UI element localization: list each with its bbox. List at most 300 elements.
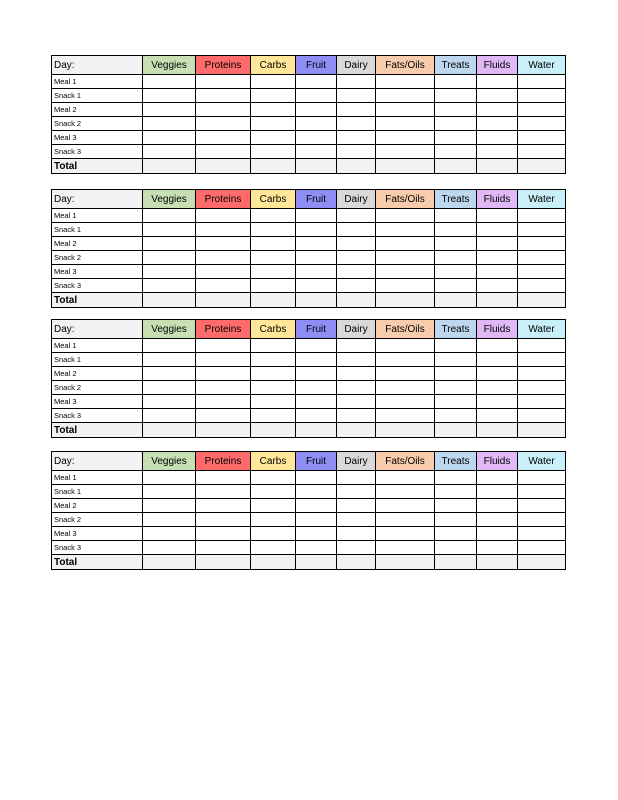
- entry-cell-veggies[interactable]: [143, 395, 196, 409]
- entry-cell-fruit[interactable]: [296, 499, 337, 513]
- entry-cell-water[interactable]: [518, 131, 566, 145]
- entry-cell-fruit[interactable]: [296, 237, 337, 251]
- entry-cell-water[interactable]: [518, 367, 566, 381]
- total-cell-dairy[interactable]: [337, 293, 376, 308]
- column-header-treats: Treats: [435, 452, 477, 471]
- meal-log-table-3: [51, 319, 566, 438]
- entry-cell-treats[interactable]: [435, 499, 477, 513]
- entry-cell-treats[interactable]: [435, 131, 477, 145]
- total-cell-treats[interactable]: [435, 293, 477, 308]
- day-label[interactable]: Day:: [52, 56, 143, 75]
- entry-cell-water[interactable]: [518, 527, 566, 541]
- row-label: Snack 3: [52, 145, 143, 159]
- entry-cell-dairy[interactable]: [337, 223, 376, 237]
- entry-cell-fluids[interactable]: [477, 527, 518, 541]
- entry-cell-proteins[interactable]: [196, 367, 251, 381]
- total-cell-carbs[interactable]: [251, 423, 296, 438]
- entry-cell-veggies[interactable]: [143, 527, 196, 541]
- entry-cell-fats-oils[interactable]: [376, 237, 435, 251]
- entry-cell-fruit[interactable]: [296, 339, 337, 353]
- row-label: Meal 3: [52, 131, 143, 145]
- entry-cell-dairy[interactable]: [337, 353, 376, 367]
- total-cell-proteins[interactable]: [196, 293, 251, 308]
- entry-cell-water[interactable]: [518, 89, 566, 103]
- entry-cell-carbs[interactable]: [251, 513, 296, 527]
- entry-cell-fluids[interactable]: [477, 145, 518, 159]
- row-label: Meal 3: [52, 527, 143, 541]
- entry-cell-carbs[interactable]: [251, 251, 296, 265]
- entry-cell-fats-oils[interactable]: [376, 145, 435, 159]
- total-cell-carbs[interactable]: [251, 159, 296, 174]
- entry-cell-water[interactable]: [518, 513, 566, 527]
- entry-cell-carbs[interactable]: [251, 131, 296, 145]
- day-label[interactable]: Day:: [52, 452, 143, 471]
- entry-cell-fruit[interactable]: [296, 381, 337, 395]
- total-cell-veggies[interactable]: [143, 423, 196, 438]
- entry-cell-fats-oils[interactable]: [376, 381, 435, 395]
- entry-cell-proteins[interactable]: [196, 75, 251, 89]
- entry-cell-water[interactable]: [518, 485, 566, 499]
- entry-cell-dairy[interactable]: [337, 499, 376, 513]
- entry-cell-veggies[interactable]: [143, 103, 196, 117]
- meal-log-table-2: [51, 189, 566, 308]
- entry-cell-dairy[interactable]: [337, 209, 376, 223]
- entry-cell-proteins[interactable]: [196, 353, 251, 367]
- table-row: [52, 131, 566, 145]
- entry-cell-treats[interactable]: [435, 353, 477, 367]
- total-cell-veggies[interactable]: [143, 555, 196, 570]
- entry-cell-veggies[interactable]: [143, 223, 196, 237]
- entry-cell-water[interactable]: [518, 339, 566, 353]
- column-header-carbs: Carbs: [251, 56, 296, 75]
- total-label: Total: [52, 159, 143, 174]
- entry-cell-veggies[interactable]: [143, 485, 196, 499]
- total-cell-fruit[interactable]: [296, 555, 337, 570]
- entry-cell-dairy[interactable]: [337, 251, 376, 265]
- row-label: Meal 3: [52, 265, 143, 279]
- entry-cell-proteins[interactable]: [196, 471, 251, 485]
- column-header-fluids: Fluids: [477, 190, 518, 209]
- entry-cell-fluids[interactable]: [477, 209, 518, 223]
- entry-cell-proteins[interactable]: [196, 279, 251, 293]
- entry-cell-treats[interactable]: [435, 209, 477, 223]
- entry-cell-proteins[interactable]: [196, 237, 251, 251]
- entry-cell-fluids[interactable]: [477, 381, 518, 395]
- entry-cell-carbs[interactable]: [251, 117, 296, 131]
- entry-cell-fruit[interactable]: [296, 265, 337, 279]
- entry-cell-treats[interactable]: [435, 117, 477, 131]
- entry-cell-veggies[interactable]: [143, 265, 196, 279]
- entry-cell-water[interactable]: [518, 145, 566, 159]
- entry-cell-water[interactable]: [518, 117, 566, 131]
- entry-cell-fluids[interactable]: [477, 237, 518, 251]
- total-label: Total: [52, 555, 143, 570]
- entry-cell-fats-oils[interactable]: [376, 353, 435, 367]
- total-cell-fruit[interactable]: [296, 293, 337, 308]
- total-cell-fats-oils[interactable]: [376, 423, 435, 438]
- entry-cell-fluids[interactable]: [477, 339, 518, 353]
- column-header-fats-oils: Fats/Oils: [376, 320, 435, 339]
- entry-cell-veggies[interactable]: [143, 367, 196, 381]
- table-row: [52, 471, 566, 485]
- entry-cell-treats[interactable]: [435, 237, 477, 251]
- column-header-dairy: Dairy: [337, 190, 376, 209]
- entry-cell-carbs[interactable]: [251, 75, 296, 89]
- entry-cell-fruit[interactable]: [296, 367, 337, 381]
- entry-cell-dairy[interactable]: [337, 339, 376, 353]
- total-cell-dairy[interactable]: [337, 423, 376, 438]
- entry-cell-treats[interactable]: [435, 223, 477, 237]
- entry-cell-fluids[interactable]: [477, 279, 518, 293]
- entry-cell-carbs[interactable]: [251, 499, 296, 513]
- entry-cell-treats[interactable]: [435, 409, 477, 423]
- total-cell-veggies[interactable]: [143, 159, 196, 174]
- entry-cell-proteins[interactable]: [196, 223, 251, 237]
- entry-cell-fruit[interactable]: [296, 527, 337, 541]
- entry-cell-fats-oils[interactable]: [376, 499, 435, 513]
- entry-cell-veggies[interactable]: [143, 381, 196, 395]
- entry-cell-fruit[interactable]: [296, 209, 337, 223]
- row-label: Snack 1: [52, 485, 143, 499]
- entry-cell-carbs[interactable]: [251, 381, 296, 395]
- total-cell-treats[interactable]: [435, 555, 477, 570]
- total-cell-water[interactable]: [518, 423, 566, 438]
- entry-cell-carbs[interactable]: [251, 103, 296, 117]
- row-label: Meal 1: [52, 75, 143, 89]
- column-header-veggies: Veggies: [143, 56, 196, 75]
- entry-cell-veggies[interactable]: [143, 353, 196, 367]
- total-cell-fruit[interactable]: [296, 423, 337, 438]
- entry-cell-carbs[interactable]: [251, 265, 296, 279]
- entry-cell-water[interactable]: [518, 541, 566, 555]
- entry-cell-water[interactable]: [518, 279, 566, 293]
- entry-cell-fats-oils[interactable]: [376, 527, 435, 541]
- entry-cell-treats[interactable]: [435, 381, 477, 395]
- entry-cell-carbs[interactable]: [251, 279, 296, 293]
- entry-cell-veggies[interactable]: [143, 339, 196, 353]
- entry-cell-fluids[interactable]: [477, 131, 518, 145]
- entry-cell-veggies[interactable]: [143, 409, 196, 423]
- entry-cell-proteins[interactable]: [196, 527, 251, 541]
- entry-cell-carbs[interactable]: [251, 339, 296, 353]
- row-label: Snack 2: [52, 117, 143, 131]
- entry-cell-treats[interactable]: [435, 251, 477, 265]
- entry-cell-water[interactable]: [518, 103, 566, 117]
- entry-cell-water[interactable]: [518, 353, 566, 367]
- total-cell-fluids[interactable]: [477, 293, 518, 308]
- entry-cell-dairy[interactable]: [337, 131, 376, 145]
- entry-cell-fruit[interactable]: [296, 251, 337, 265]
- entry-cell-fluids[interactable]: [477, 89, 518, 103]
- entry-cell-treats[interactable]: [435, 513, 477, 527]
- row-label: Snack 3: [52, 279, 143, 293]
- entry-cell-fluids[interactable]: [477, 541, 518, 555]
- entry-cell-fluids[interactable]: [477, 117, 518, 131]
- entry-cell-treats[interactable]: [435, 339, 477, 353]
- entry-cell-proteins[interactable]: [196, 265, 251, 279]
- entry-cell-veggies[interactable]: [143, 279, 196, 293]
- entry-cell-proteins[interactable]: [196, 339, 251, 353]
- total-cell-fats-oils[interactable]: [376, 555, 435, 570]
- table-row: [52, 485, 566, 499]
- day-label[interactable]: Day:: [52, 190, 143, 209]
- entry-cell-fruit[interactable]: [296, 131, 337, 145]
- total-cell-fluids[interactable]: [477, 423, 518, 438]
- entry-cell-veggies[interactable]: [143, 541, 196, 555]
- entry-cell-fruit[interactable]: [296, 89, 337, 103]
- entry-cell-dairy[interactable]: [337, 395, 376, 409]
- entry-cell-dairy[interactable]: [337, 541, 376, 555]
- entry-cell-dairy[interactable]: [337, 279, 376, 293]
- column-header-fats-oils: Fats/Oils: [376, 452, 435, 471]
- total-cell-water[interactable]: [518, 555, 566, 570]
- entry-cell-proteins[interactable]: [196, 145, 251, 159]
- entry-cell-water[interactable]: [518, 499, 566, 513]
- total-cell-fluids[interactable]: [477, 159, 518, 174]
- entry-cell-fluids[interactable]: [477, 265, 518, 279]
- entry-cell-veggies[interactable]: [143, 251, 196, 265]
- entry-cell-water[interactable]: [518, 209, 566, 223]
- total-cell-fats-oils[interactable]: [376, 159, 435, 174]
- entry-cell-dairy[interactable]: [337, 485, 376, 499]
- entry-cell-fruit[interactable]: [296, 145, 337, 159]
- entry-cell-dairy[interactable]: [337, 409, 376, 423]
- entry-cell-proteins[interactable]: [196, 409, 251, 423]
- table-row: [52, 541, 566, 555]
- entry-cell-proteins[interactable]: [196, 485, 251, 499]
- table-row: [52, 75, 566, 89]
- total-cell-treats[interactable]: [435, 423, 477, 438]
- entry-cell-dairy[interactable]: [337, 527, 376, 541]
- entry-cell-fluids[interactable]: [477, 471, 518, 485]
- entry-cell-fats-oils[interactable]: [376, 131, 435, 145]
- column-header-proteins: Proteins: [196, 452, 251, 471]
- entry-cell-fats-oils[interactable]: [376, 513, 435, 527]
- total-cell-water[interactable]: [518, 293, 566, 308]
- entry-cell-carbs[interactable]: [251, 209, 296, 223]
- entry-cell-treats[interactable]: [435, 485, 477, 499]
- entry-cell-veggies[interactable]: [143, 513, 196, 527]
- entry-cell-carbs[interactable]: [251, 353, 296, 367]
- entry-cell-carbs[interactable]: [251, 367, 296, 381]
- entry-cell-water[interactable]: [518, 395, 566, 409]
- entry-cell-fruit[interactable]: [296, 409, 337, 423]
- entry-cell-fruit[interactable]: [296, 117, 337, 131]
- day-label[interactable]: Day:: [52, 320, 143, 339]
- total-row: [52, 423, 566, 438]
- total-cell-carbs[interactable]: [251, 293, 296, 308]
- entry-cell-fluids[interactable]: [477, 103, 518, 117]
- entry-cell-fruit[interactable]: [296, 353, 337, 367]
- entry-cell-treats[interactable]: [435, 265, 477, 279]
- entry-cell-fruit[interactable]: [296, 279, 337, 293]
- entry-cell-water[interactable]: [518, 409, 566, 423]
- column-header-fruit: Fruit: [296, 56, 337, 75]
- entry-cell-fats-oils[interactable]: [376, 265, 435, 279]
- entry-cell-dairy[interactable]: [337, 471, 376, 485]
- entry-cell-fluids[interactable]: [477, 75, 518, 89]
- row-label: Snack 1: [52, 223, 143, 237]
- entry-cell-veggies[interactable]: [143, 145, 196, 159]
- entry-cell-dairy[interactable]: [337, 89, 376, 103]
- entry-cell-carbs[interactable]: [251, 89, 296, 103]
- entry-cell-water[interactable]: [518, 223, 566, 237]
- entry-cell-dairy[interactable]: [337, 265, 376, 279]
- entry-cell-fats-oils[interactable]: [376, 409, 435, 423]
- column-header-treats: Treats: [435, 190, 477, 209]
- entry-cell-proteins[interactable]: [196, 117, 251, 131]
- entry-cell-veggies[interactable]: [143, 237, 196, 251]
- total-cell-dairy[interactable]: [337, 159, 376, 174]
- entry-cell-proteins[interactable]: [196, 103, 251, 117]
- entry-cell-fruit[interactable]: [296, 103, 337, 117]
- entry-cell-treats[interactable]: [435, 541, 477, 555]
- entry-cell-fats-oils[interactable]: [376, 75, 435, 89]
- entry-cell-fluids[interactable]: [477, 499, 518, 513]
- entry-cell-water[interactable]: [518, 75, 566, 89]
- entry-cell-carbs[interactable]: [251, 485, 296, 499]
- entry-cell-veggies[interactable]: [143, 117, 196, 131]
- entry-cell-fruit[interactable]: [296, 513, 337, 527]
- entry-cell-treats[interactable]: [435, 145, 477, 159]
- total-cell-veggies[interactable]: [143, 293, 196, 308]
- entry-cell-dairy[interactable]: [337, 75, 376, 89]
- entry-cell-veggies[interactable]: [143, 499, 196, 513]
- entry-cell-proteins[interactable]: [196, 513, 251, 527]
- entry-cell-proteins[interactable]: [196, 381, 251, 395]
- entry-cell-fats-oils[interactable]: [376, 223, 435, 237]
- entry-cell-treats[interactable]: [435, 75, 477, 89]
- entry-cell-dairy[interactable]: [337, 513, 376, 527]
- entry-cell-fluids[interactable]: [477, 353, 518, 367]
- entry-cell-veggies[interactable]: [143, 89, 196, 103]
- entry-cell-carbs[interactable]: [251, 471, 296, 485]
- row-label: Meal 1: [52, 209, 143, 223]
- entry-cell-fats-oils[interactable]: [376, 209, 435, 223]
- entry-cell-fluids[interactable]: [477, 395, 518, 409]
- entry-cell-carbs[interactable]: [251, 237, 296, 251]
- entry-cell-treats[interactable]: [435, 279, 477, 293]
- entry-cell-water[interactable]: [518, 381, 566, 395]
- entry-cell-proteins[interactable]: [196, 251, 251, 265]
- entry-cell-fruit[interactable]: [296, 75, 337, 89]
- entry-cell-treats[interactable]: [435, 471, 477, 485]
- entry-cell-water[interactable]: [518, 471, 566, 485]
- entry-cell-veggies[interactable]: [143, 209, 196, 223]
- entry-cell-fluids[interactable]: [477, 251, 518, 265]
- entry-cell-fats-oils[interactable]: [376, 339, 435, 353]
- table-row: [52, 395, 566, 409]
- total-cell-dairy[interactable]: [337, 555, 376, 570]
- total-cell-fruit[interactable]: [296, 159, 337, 174]
- entry-cell-dairy[interactable]: [337, 117, 376, 131]
- entry-cell-carbs[interactable]: [251, 541, 296, 555]
- total-cell-treats[interactable]: [435, 159, 477, 174]
- entry-cell-treats[interactable]: [435, 367, 477, 381]
- entry-cell-fats-oils[interactable]: [376, 395, 435, 409]
- entry-cell-veggies[interactable]: [143, 471, 196, 485]
- entry-cell-fluids[interactable]: [477, 367, 518, 381]
- entry-cell-fats-oils[interactable]: [376, 367, 435, 381]
- entry-cell-dairy[interactable]: [337, 381, 376, 395]
- entry-cell-fats-oils[interactable]: [376, 89, 435, 103]
- table-row: [52, 513, 566, 527]
- entry-cell-fluids[interactable]: [477, 513, 518, 527]
- entry-cell-water[interactable]: [518, 251, 566, 265]
- entry-cell-dairy[interactable]: [337, 145, 376, 159]
- entry-cell-fats-oils[interactable]: [376, 541, 435, 555]
- entry-cell-fluids[interactable]: [477, 485, 518, 499]
- entry-cell-proteins[interactable]: [196, 541, 251, 555]
- total-cell-fats-oils[interactable]: [376, 293, 435, 308]
- entry-cell-water[interactable]: [518, 265, 566, 279]
- entry-cell-veggies[interactable]: [143, 75, 196, 89]
- entry-cell-carbs[interactable]: [251, 527, 296, 541]
- entry-cell-proteins[interactable]: [196, 209, 251, 223]
- table-row: [52, 367, 566, 381]
- entry-cell-treats[interactable]: [435, 395, 477, 409]
- entry-cell-treats[interactable]: [435, 103, 477, 117]
- entry-cell-fluids[interactable]: [477, 409, 518, 423]
- total-cell-water[interactable]: [518, 159, 566, 174]
- row-label: Snack 2: [52, 251, 143, 265]
- column-header-dairy: Dairy: [337, 320, 376, 339]
- entry-cell-proteins[interactable]: [196, 499, 251, 513]
- total-cell-proteins[interactable]: [196, 555, 251, 570]
- entry-cell-fruit[interactable]: [296, 541, 337, 555]
- column-header-water: Water: [518, 320, 566, 339]
- entry-cell-dairy[interactable]: [337, 237, 376, 251]
- entry-cell-fats-oils[interactable]: [376, 103, 435, 117]
- entry-cell-dairy[interactable]: [337, 367, 376, 381]
- total-cell-proteins[interactable]: [196, 423, 251, 438]
- table-row: [52, 381, 566, 395]
- entry-cell-proteins[interactable]: [196, 395, 251, 409]
- entry-cell-dairy[interactable]: [337, 103, 376, 117]
- entry-cell-carbs[interactable]: [251, 145, 296, 159]
- column-header-fruit: Fruit: [296, 320, 337, 339]
- column-header-fluids: Fluids: [477, 320, 518, 339]
- entry-cell-fruit[interactable]: [296, 223, 337, 237]
- entry-cell-proteins[interactable]: [196, 89, 251, 103]
- total-label: Total: [52, 293, 143, 308]
- row-label: Snack 2: [52, 381, 143, 395]
- total-cell-carbs[interactable]: [251, 555, 296, 570]
- entry-cell-fruit[interactable]: [296, 485, 337, 499]
- entry-cell-proteins[interactable]: [196, 131, 251, 145]
- entry-cell-fruit[interactable]: [296, 395, 337, 409]
- entry-cell-carbs[interactable]: [251, 409, 296, 423]
- total-cell-proteins[interactable]: [196, 159, 251, 174]
- entry-cell-treats[interactable]: [435, 527, 477, 541]
- entry-cell-water[interactable]: [518, 237, 566, 251]
- entry-cell-fats-oils[interactable]: [376, 485, 435, 499]
- entry-cell-veggies[interactable]: [143, 131, 196, 145]
- entry-cell-carbs[interactable]: [251, 223, 296, 237]
- entry-cell-fats-oils[interactable]: [376, 279, 435, 293]
- entry-cell-treats[interactable]: [435, 89, 477, 103]
- table-row: [52, 89, 566, 103]
- entry-cell-fruit[interactable]: [296, 471, 337, 485]
- entry-cell-fats-oils[interactable]: [376, 251, 435, 265]
- column-header-dairy: Dairy: [337, 452, 376, 471]
- entry-cell-fats-oils[interactable]: [376, 471, 435, 485]
- entry-cell-fats-oils[interactable]: [376, 117, 435, 131]
- entry-cell-fluids[interactable]: [477, 223, 518, 237]
- total-cell-fluids[interactable]: [477, 555, 518, 570]
- row-label: Meal 2: [52, 367, 143, 381]
- entry-cell-carbs[interactable]: [251, 395, 296, 409]
